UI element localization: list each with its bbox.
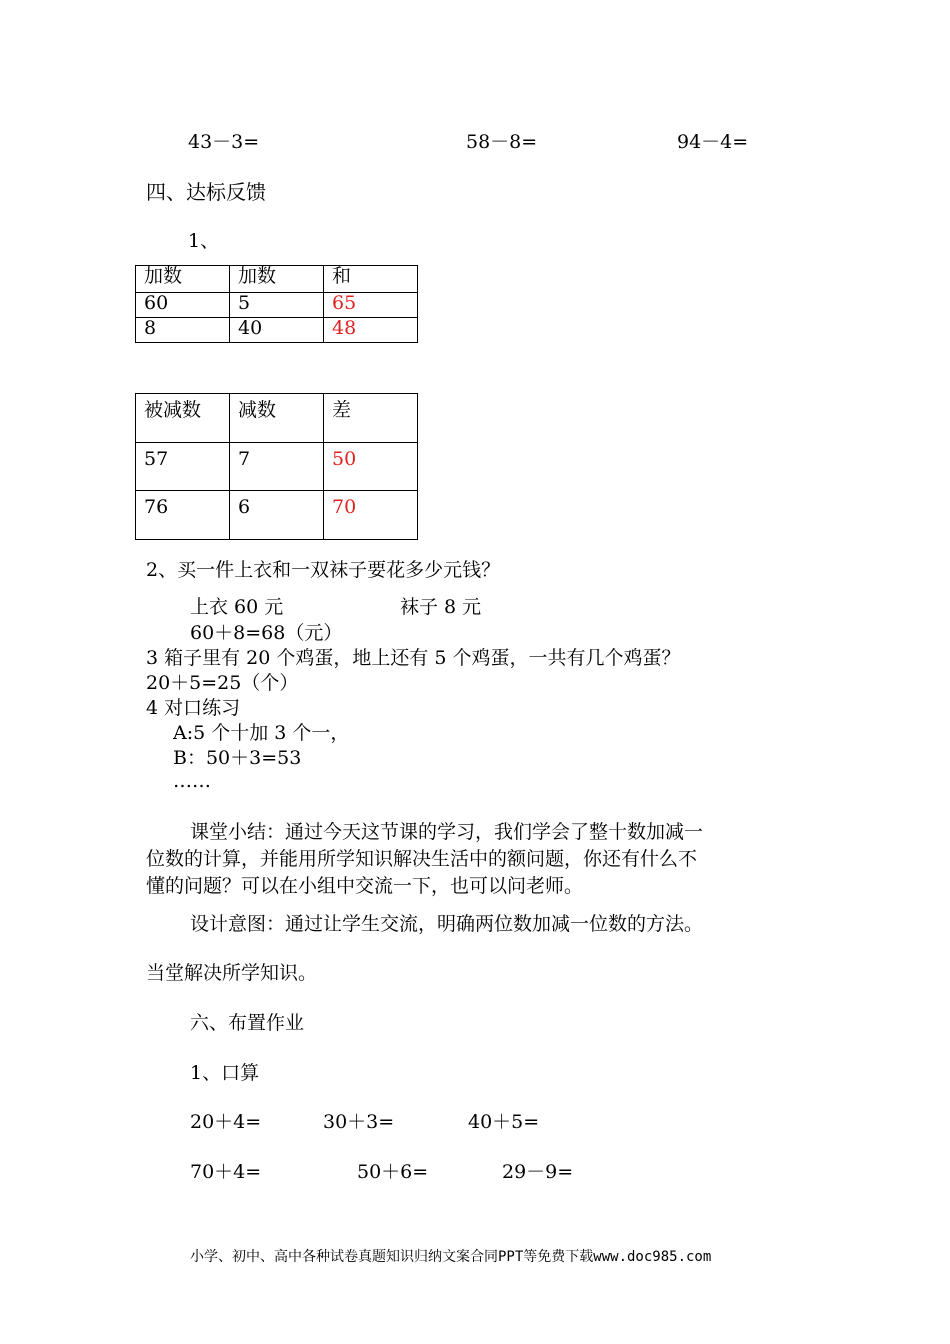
table-row bbox=[136, 266, 418, 293]
hw-expr: 50＋6= bbox=[357, 1161, 429, 1183]
top-expr-2: 58－8= bbox=[466, 131, 538, 153]
header-cell: 和 bbox=[324, 266, 418, 293]
q2-answer: 60＋8=68（元） bbox=[190, 622, 343, 644]
table-row bbox=[136, 394, 418, 443]
table-cell: 76 bbox=[136, 491, 230, 540]
header-cell: 加数 bbox=[136, 266, 230, 293]
summary-line-3: 懂的问题？可以在小组中交流一下，也可以问老师。 bbox=[146, 875, 584, 897]
q4-a: A:5 个十加 3 个一， bbox=[173, 722, 350, 744]
q4-ellipsis: …… bbox=[173, 770, 211, 792]
hw-expr: 29－9= bbox=[502, 1161, 574, 1183]
table-row bbox=[136, 443, 418, 491]
hw-expr: 70＋4= bbox=[190, 1161, 262, 1183]
hw-expr: 20＋4= bbox=[190, 1111, 262, 1133]
table-cell: 6 bbox=[230, 491, 324, 540]
homework-label: 1、口算 bbox=[190, 1062, 260, 1084]
table-cell: 7 bbox=[230, 443, 324, 491]
q2-question: 2、买一件上衣和一双袜子要花多少元钱？ bbox=[146, 559, 501, 581]
table-row bbox=[136, 491, 418, 540]
q4-title: 4 对口练习 bbox=[146, 697, 241, 719]
top-expr-1: 43－3= bbox=[188, 131, 260, 153]
q2-item-socks: 袜子 8 元 bbox=[400, 596, 482, 618]
table-cell: 8 bbox=[136, 318, 230, 343]
answer-cell: 70 bbox=[324, 491, 418, 540]
footer-text: 小学、初中、高中各种试卷真题知识归纳文案合同PPT等免费下载www.doc985.com bbox=[190, 1249, 712, 1265]
summary-line-2: 位数的计算，并能用所学知识解决生活中的额问题，你还有什么不 bbox=[146, 848, 698, 870]
q3-answer: 20＋5=25（个） bbox=[146, 672, 299, 694]
header-cell: 差 bbox=[324, 394, 418, 443]
hw-expr: 40＋5= bbox=[468, 1111, 540, 1133]
design-line-1: 设计意图：通过让学生交流，明确两位数加减一位数的方法。 bbox=[190, 913, 704, 935]
answer-cell: 65 bbox=[324, 293, 418, 318]
header-cell: 被减数 bbox=[136, 394, 230, 443]
table-row bbox=[136, 293, 418, 318]
top-expr-3: 94－4= bbox=[677, 131, 749, 153]
answer-cell: 50 bbox=[324, 443, 418, 491]
table-cell: 40 bbox=[230, 318, 324, 343]
subtraction-table bbox=[135, 393, 418, 540]
summary-line-1: 课堂小结：通过今天这节课的学习，我们学会了整十数加减一 bbox=[190, 821, 704, 843]
section4-title: 四、达标反馈 bbox=[146, 180, 266, 204]
header-cell: 减数 bbox=[230, 394, 324, 443]
answer-cell: 48 bbox=[324, 318, 418, 343]
q1-label: 1、 bbox=[188, 230, 220, 252]
table-cell: 5 bbox=[230, 293, 324, 318]
table-cell: 60 bbox=[136, 293, 230, 318]
addition-table bbox=[135, 265, 418, 343]
header-cell: 加数 bbox=[230, 266, 324, 293]
section6-title: 六、布置作业 bbox=[190, 1012, 305, 1034]
hw-expr: 30＋3= bbox=[323, 1111, 395, 1133]
table-cell: 57 bbox=[136, 443, 230, 491]
q3-question: 3 箱子里有 20 个鸡蛋，地上还有 5 个鸡蛋，一共有几个鸡蛋？ bbox=[146, 647, 681, 669]
q4-b: B：50＋3=53 bbox=[173, 747, 302, 769]
table-row bbox=[136, 318, 418, 343]
design-line-2: 当堂解决所学知识。 bbox=[146, 962, 318, 984]
q2-item-jacket: 上衣 60 元 bbox=[190, 596, 284, 618]
